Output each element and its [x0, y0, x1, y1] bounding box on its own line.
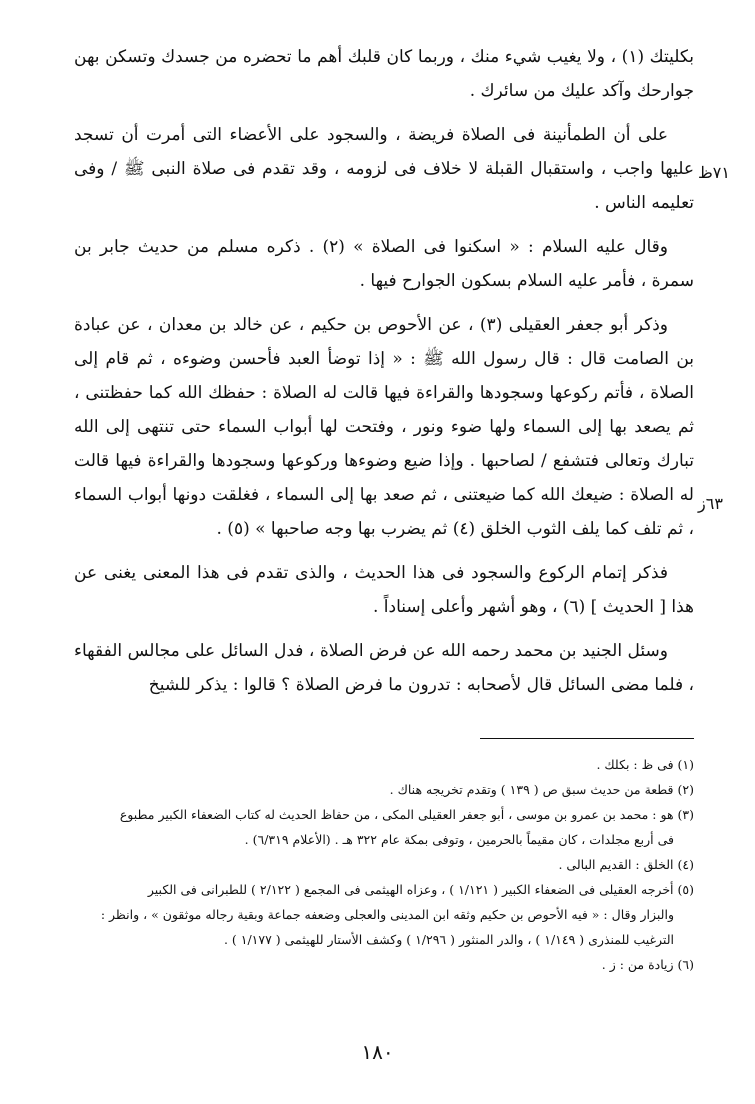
- footnote-5: (٥) أخرجه العقيلى فى الضعفاء الكبير ( ١/١٢١ ) ، وعزاه الهيثمى فى المجمع ( ٢/١٢٢ ) للطبرانى فى الكبير: [147, 882, 694, 897]
- paragraph-6: وسئل الجنيد بن محمد رحمه الله عن فرض الصلاة ، فدل السائل على مجالس الفقهاء ، فلما مضى السائل قال لأصحابه : تدرون ما فرض الصلاة ؟ قالوا : يذكر للشيخ: [74, 641, 694, 695]
- footnote-1: (١) فى ظ : بكلك .: [596, 757, 694, 772]
- footnote-5-continued: الترغيب للمنذرى ( ١/١٤٩ ) ، والدر المنثور ( ١/٢٩٦ ) وكشف الأستار للهيثمى ( ١/١٧٧ ) .: [223, 932, 674, 947]
- paragraph-5: فذكر إتمام الركوع والسجود فى هذا الحديث ، والذى تقدم فى هذا المعنى يغنى عن هذا [ الحديث ] (٦) ، وهو أشهر وأعلى إسناداً .: [74, 563, 694, 617]
- paragraph-2: على أن الطمأنينة فى الصلاة فريضة ، والسجود على الأعضاء التى أمرت أن تسجد عليها واجب ، واستقبال القبلة لا خلاف فى لزومه ، وقد تقدم فى صلاة النبى ﷺ / وفى تعليمه الناس .: [74, 125, 694, 213]
- footnote-3: (٣) هو : محمد بن عمرو بن موسى ، أبو جعفر العقيلى المكى ، من حفاظ الحديث له كتاب الضعفاء الكبير مطبوع: [119, 807, 694, 822]
- footnote-5-continued: والبزار وقال : « فيه الأحوص بن حكيم وثقه ابن المدينى والعجلى وضعفه جماعة وبقية رجاله موثقون » ، وانظر :: [100, 907, 674, 922]
- main-text: [74, 40, 694, 712]
- footnote-2: (٢) قطعة من حديث سبق ص ( ١٣٩ ) وتقدم تخريجه هناك .: [389, 782, 694, 797]
- paragraph-4: وذكر أبو جعفر العقيلى (٣) ، عن الأحوص بن حكيم ، عن خالد بن معدان ، عن عبادة بن الصامت قال : قال رسول الله ﷺ : « إذا توضأ العبد فأحسن وضوءه ، ثم قام إلى الصلاة ، فأتم ركوعها وسجودها والقراءة فيها قالت له الصلاة : حفظك الله كما حفظتنى ، ثم يصعد بها إلى السماء ولها ضوء ونور ، وفتحت لها أبواب السماء حتى تنتهى إلى الله تبارك وتعالى فتشفع / لصاحبها . وإذا ضيع وضوءها وركوعها وسجودها والقراءة فيها قالت له الصلاة : ضيعك الله كما ضيعتنى ، ثم صعد بها إلى السماء ، فغلقت دونها أبواب السماء ، ثم تلف كما يلف الثوب الخلق (٤) ثم يضرب بها وجه صاحبها » (٥) .: [74, 315, 694, 539]
- page-number: ١٨٠: [361, 1040, 394, 1064]
- manuscript-folio-note: ٦٣ز: [698, 494, 723, 513]
- footnote-3-continued: فى أربع مجلدات ، كان مقيماً بالحرمين ، وتوفى بمكة عام ٣٢٢ هـ . (الأعلام ٦/٣١٩) .: [244, 832, 674, 847]
- footnotes: [74, 752, 694, 977]
- footnote-4: (٤) الخلق : القديم البالى .: [558, 857, 694, 872]
- paragraph-3: وقال عليه السلام : « اسكنوا فى الصلاة » (٢) . ذكره مسلم من حديث جابر بن سمرة ، فأمر عليه السلام بسكون الجوارح فيها .: [74, 237, 694, 291]
- footnote-6: (٦) زيادة من : ز .: [601, 957, 694, 972]
- manuscript-folio-note: ٧١ظ: [698, 163, 730, 182]
- paragraph-1: بكليتك (١) ، ولا يغيب شيء منك ، وربما كان قلبك أهم ما تحضره من جسدك وتسكن بهن جوارحك وآكد عليك من سائرك .: [74, 47, 695, 101]
- footnote-divider: [480, 738, 694, 739]
